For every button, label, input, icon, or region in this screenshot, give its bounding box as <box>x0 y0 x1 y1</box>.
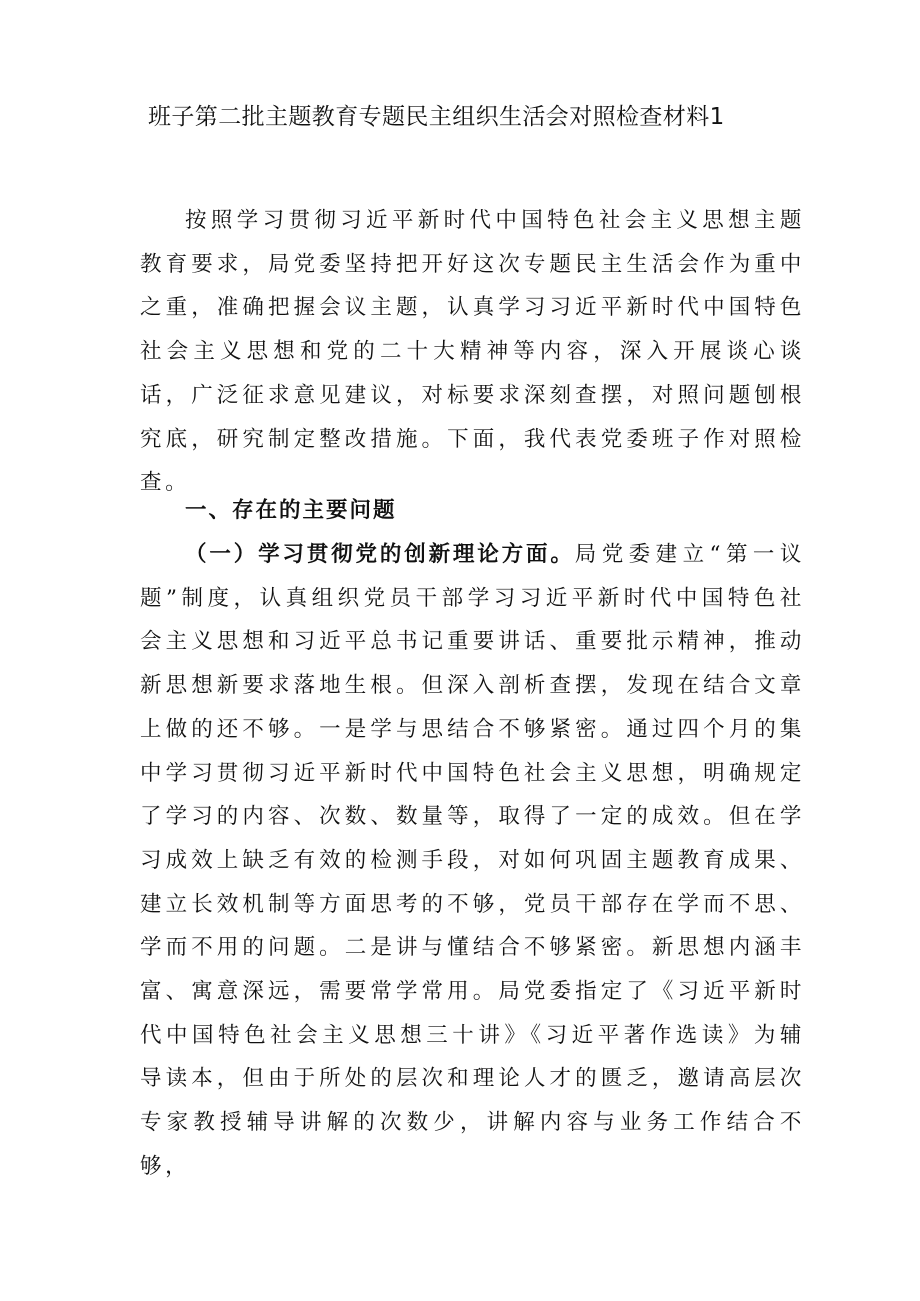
item-paragraph-theory-study <box>140 533 805 1189</box>
item-body-text: 局党委建立“第一议题”制度，认真组织党员干部学习习近平新时代中国特色社会主义思想和习近平总书记重要讲话、重要批示精神，推动新思想新要求落地生根。但深入剖析查摆，发现在结合文章上做的还不够。一是学与思结合不够紧密。通过四个月的集中学习贯彻习近平新时代中国特色社会主义思想，明确规定了学习的内容、次数、数量等，取得了一定的成效。但在学习成效上缺乏有效的检测手段，对如何巩固主题教育成果、建立长效机制等方面思考的不够，党员干部存在学而不思、学而不用的问题。二是讲与懂结合不够紧密。新思想内涵丰富、寓意深远，需要常学常用。局党委指定了《习近平新时代中国特色社会主义思想三十讲》《习近平著作选读》为辅导读本，但由于所处的层次和理论人才的匮乏，邀请高层次专家教授辅导讲解的次数少，讲解内容与业务工作结合不够， <box>140 542 805 1179</box>
section-heading-problems: 一、存在的主要问题 <box>185 498 397 523</box>
document-title: 班子第二批主题教育专题民主组织生活会对照检查材料1 <box>148 104 725 130</box>
item-heading: （一）学习贯彻党的创新理论方面。 <box>185 542 575 567</box>
intro-paragraph: 按照学习贯彻习近平新时代中国特色社会主义思想主题教育要求，局党委坚持把开好这次专题民主生活会作为重中之重，准确把握会议主题，认真学习习近平新时代中国特色社会主义思想和党的二十大精神等内容，深入开展谈心谈话，广泛征求意见建议，对标要求深刻查摆，对照问题刨根究底，研究制定整改措施。下面，我代表党委班子作对照检查。 <box>140 208 805 496</box>
